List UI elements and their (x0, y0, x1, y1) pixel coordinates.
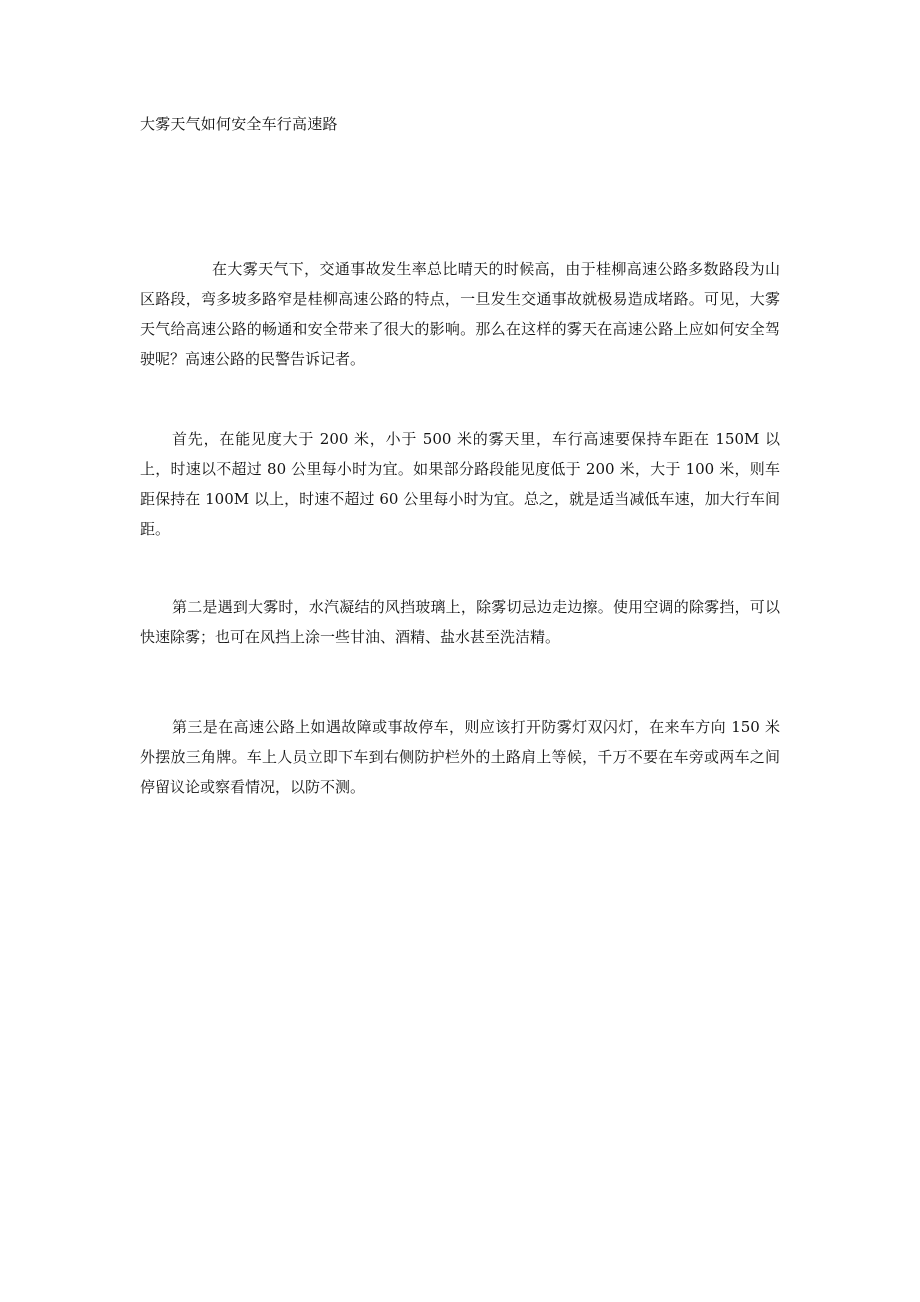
paragraph-third-tip: 第三是在高速公路上如遇故障或事故停车，则应该打开防雾灯双闪灯，在来车方向 150 米外摆放三角牌。车上人员立即下车到右侧防护栏外的土路肩上等候，千万不要在车旁或两车之间停留议论或察看情况，以防不测。 (140, 718, 780, 796)
paragraph-second-tip: 第二是遇到大雾时，水汽凝结的风挡玻璃上，除雾切忌边走边擦。使用空调的除雾挡，可以快速除雾；也可在风挡上涂一些甘油、酒精、盐水甚至洗洁精。 (140, 598, 780, 646)
document-title: 大雾天气如何安全车行高速路 (140, 115, 338, 133)
paragraph-intro: 在大雾天气下，交通事故发生率总比晴天的时候高，由于桂柳高速公路多数路段为山区路段，弯多坡多路窄是桂柳高速公路的特点，一旦发生交通事故就极易造成堵路。可见，大雾天气给高速公路的畅通和安全带来了很大的影响。那么在这样的雾天在高速公路上应如何安全驾驶呢？高速公路的民警告诉记者。 (140, 260, 780, 368)
paragraph-first-tip: 首先，在能见度大于 200 米，小于 500 米的雾天里，车行高速要保持车距在 150M 以上，时速以不超过 80 公里每小时为宜。如果部分路段能见度低于 200 米，大于 100 米，则车距保持在 100M 以上，时速不超过 60 公里每小时为宜。总之，就是适当减低车速，加大行车间距。 (140, 430, 780, 538)
